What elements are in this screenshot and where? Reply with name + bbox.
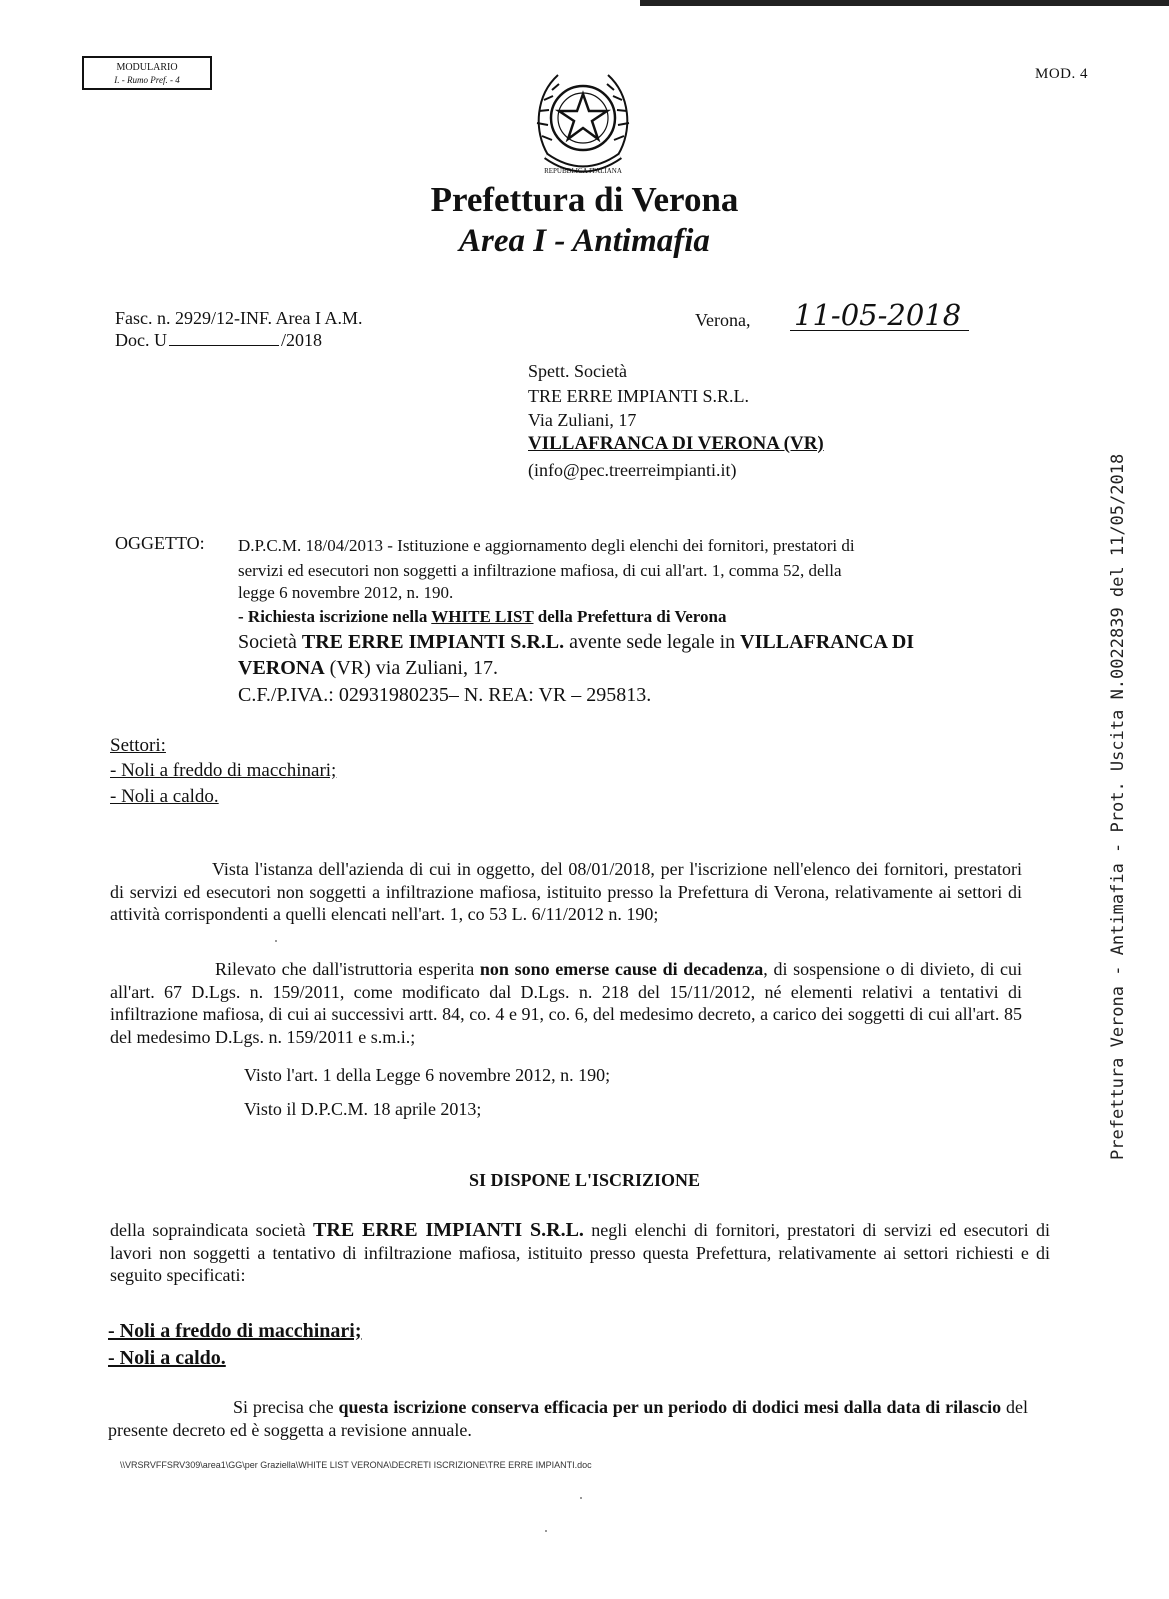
recipient-city: VILLAFRANCA DI VERONA (VR) [528,433,824,454]
office-title: Prefettura di Verona [430,180,739,219]
p3-post: negli elenchi di fornitori, prestatori di servizi ed esecutori di lavori non soggetti a tentativo di infiltrazione mafiosa, istituito presso questa Prefettura, relativamente ai settori richiesti e di seguito specificati: [110,1220,1050,1285]
scan-dot [275,940,277,942]
subject-line1: D.P.C.M. 18/04/2013 - Istituzione e aggiornamento degli elenchi dei fornitori, prestatori di [238,536,855,555]
white-list-label: WHITE LIST [431,607,534,626]
p4-post: del presente decreto ed è soggetta a revisione annuale. [108,1397,1028,1440]
granted-sector: - Noli a caldo. [108,1347,226,1369]
p2-bold: non sono emerse cause di decadenza [479,959,764,979]
visto-dpcm: Visto il D.P.C.M. 18 aprile 2013; [244,1099,482,1119]
p3-pre: della sopraindicata società [110,1220,314,1240]
form-code: MOD. 4 [1035,66,1089,82]
sector-item: - Noli a freddo di macchinari; [110,760,337,781]
form-box-line2: I. - Rumo Pref. - 4 [114,75,180,85]
subject-city-line [238,657,498,679]
subject-label: OGGETTO: [115,533,205,553]
request-pre: - Richiesta iscrizione nella [238,607,432,626]
granted-sector: - Noli a freddo di macchinari; [108,1320,362,1342]
soc-pre: Società [238,631,302,653]
emblem-text: REPUBBLICA ITALIANA [544,167,622,175]
subject-company-line [238,631,914,653]
disposition-heading: SI DISPONE L'ISCRIZIONE [468,1170,701,1190]
paragraph-validity [108,1396,1028,1441]
soc-mid: avente sede legale in [564,631,741,653]
doc-number [115,329,322,351]
sector-item: - Noli a caldo. [110,786,219,807]
paragraph-rilevato [110,958,1022,1048]
doc-prefix: Doc. U [115,330,167,350]
soc-city1: VILLAFRANCA DI [740,631,915,653]
recipient-email: (info@pec.treerreimpianti.it) [528,460,737,480]
form-box-line1: MODULARIO [116,62,178,73]
p3-bold: TRE ERRE IMPIANTI S.R.L. [313,1219,584,1241]
visto-legge: Visto l'art. 1 della Legge 6 novembre 2012, n. 190; [244,1065,611,1085]
italian-republic-emblem-icon [528,60,638,180]
doc-number-blank [169,331,279,346]
p4-bold: questa iscrizione conserva efficacia per un periodo di dodici mesi dalla data di rilascio [338,1397,1002,1417]
subject-line3: legge 6 novembre 2012, n. 190. [238,583,454,602]
p2-post: , di sospensione o di divieto, di cui all'art. 67 D.Lgs. n. 159/2011, come modificato dal D.Lgs. n. 218 del 15/11/2012, né elementi relativi a tentativi di infiltrazione mafiosa, di cui ai successivi artt. 84, co. 4 e 91, co. 6, del medesimo decreto, a carico dei soggetti di cui all'art. 85 del medesimo D.Lgs. n. 159/2011 e s.m.i.; [110,959,1022,1047]
office-subtitle: Area I - Antimafia [459,223,710,259]
subject-line2: servizi ed esecutori non soggetti a infiltrazione mafiosa, di cui all'art. 1, comma 52, della [238,561,842,580]
soc-tail: (VR) via Zuliani, 17. [324,657,498,679]
date-place: Verona, [695,310,751,330]
recipient-company: TRE ERRE IMPIANTI S.R.L. [528,386,750,406]
paragraph-disposition [110,1219,1050,1287]
subject-request [238,606,726,628]
top-scan-edge [640,0,1169,6]
scan-dot [580,1497,582,1499]
file-reference: Fasc. n. 2929/12-INF. Area I A.M. [115,308,363,328]
scan-dot [545,1530,547,1532]
sectors-label: Settori: [110,735,166,756]
paragraph-vista: Vista l'istanza dell'azienda di cui in oggetto, del 08/01/2018, per l'iscrizione nell'elenco dei fornitori, prestatori di servizi ed esecutori non soggetti a infiltrazione mafiosa, istituito presso la Prefettura di Verona, relativamente ai settori di attività corrispondenti a quelli elencati nell'art. 1, co 53 L. 6/11/2012 n. 190; [110,859,1022,924]
request-post: della Prefettura di Verona [533,607,727,626]
doc-suffix: /2018 [281,330,323,350]
form-box [82,56,212,90]
p2-pre: Rilevato che dall'istruttoria esperita [215,959,480,979]
recipient-street: Via Zuliani, 17 [528,410,637,430]
soc-city2: VERONA [238,657,325,679]
file-path: \\VRSRVFFSRV309\area1\GG\per Graziella\WHITE LIST VERONA\DECRETI ISCRIZIONE\TRE ERRE IMPIANTI.doc [120,1460,592,1470]
recipient-salutation: Spett. Società [528,361,627,381]
p4-pre: Si precisa che [233,1397,339,1417]
soc-name: TRE ERRE IMPIANTI S.R.L. [301,631,565,653]
handwritten-date: 11-05-2018 [790,300,969,331]
tax-codes: C.F./P.IVA.: 02931980235– N. REA: VR – 295813. [238,684,652,706]
protocol-stamp: Prefettura Verona - Antimafia - Prot. Uscita N.0022839 del 11/05/2018 [1108,453,1128,1160]
